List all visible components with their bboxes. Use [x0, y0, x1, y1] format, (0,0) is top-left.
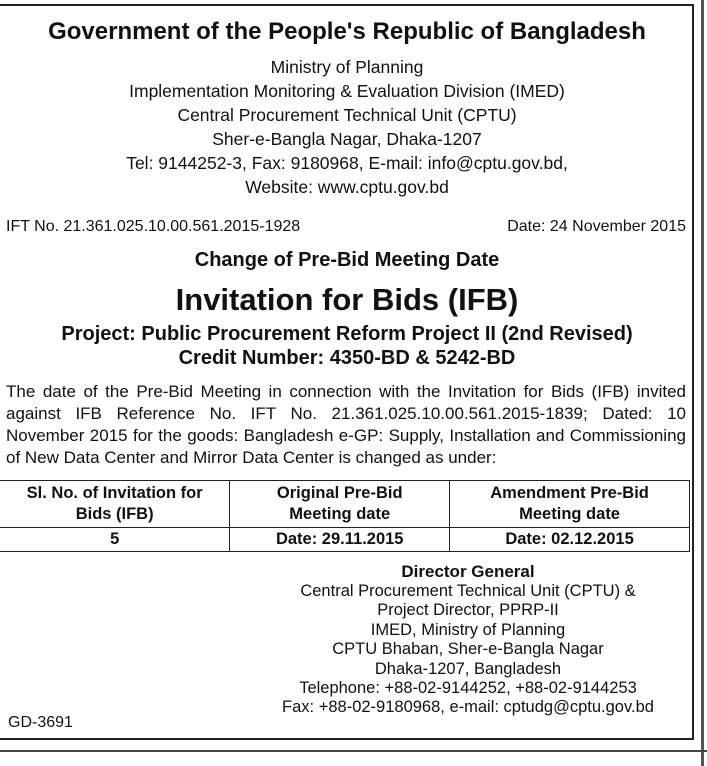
table-cell-sl-no: 5 — [0, 528, 230, 552]
signature-line: Telephone: +88-02-9144252, +88-02-9144253 — [299, 679, 637, 698]
table-header-row — [0, 481, 690, 528]
credit-number: Credit Number: 4350-BD & 5242-BD — [178, 347, 516, 369]
signature-line: Dhaka-1207, Bangladesh — [374, 659, 562, 678]
signature-line: IMED, Ministry of Planning — [370, 620, 566, 639]
signature-line: Fax: +88-02-9180968, e-mail: cptudg@cptu.gov.bd — [282, 698, 654, 717]
ifb-title: Invitation for Bids (IFB) — [175, 282, 519, 317]
division-name: Implementation Monitoring & Evaluation Division (IMED) — [129, 81, 565, 101]
government-title: Government of the People's Republic of Bangladesh — [48, 18, 646, 45]
contact-info: Tel: 9144252-3, Fax: 9180968, E-mail: info@cptu.gov.bd, — [126, 153, 568, 173]
header-line: Amendment Pre-Bid — [490, 484, 649, 502]
page-edge-right — [701, 0, 704, 766]
table-cell-amendment-date: Date: 02.12.2015 — [450, 528, 690, 552]
unit-name: Central Procurement Technical Unit (CPTU) — [177, 105, 517, 125]
notice-date: Date: 24 November 2015 — [507, 218, 686, 235]
signature-block — [268, 562, 668, 718]
signature-line: Project Director, PPRP-II — [377, 601, 559, 620]
project-name: Project: Public Procurement Reform Project II (2nd Revised) — [61, 323, 633, 345]
meeting-date-table — [0, 480, 690, 552]
notice-body: The date of the Pre-Bid Meeting in connection with the Invitation for Bids (IFB) invited against IFB Reference No. IFT No. 21.361.025.10.00.561.2015-1839; Dated: 10 November 2015 for the goods: Bangladesh e-GP: Supply, Installation and Commissioning of New Data Center and Mirror Data Center is changed as under: — [6, 382, 686, 467]
header-line: Meeting date — [519, 505, 620, 523]
page-edge-bottom — [0, 750, 707, 752]
header-line: Original Pre-Bid — [276, 484, 403, 502]
gd-code: GD-3691 — [8, 714, 73, 731]
column-header-sl-no — [0, 481, 230, 528]
table-row — [0, 528, 690, 552]
header-line: Sl. No. of Invitation for — [26, 484, 203, 502]
ift-number: IFT No. 21.361.025.10.00.561.2015-1928 — [6, 218, 301, 235]
column-header-original-date — [230, 481, 450, 528]
change-title: Change of Pre-Bid Meeting Date — [194, 249, 500, 271]
ministry-name: Ministry of Planning — [270, 57, 424, 77]
header-address-block — [0, 55, 694, 199]
table-cell-original-date: Date: 29.11.2015 — [230, 528, 450, 552]
header-line: Bids (IFB) — [75, 505, 154, 523]
signature-line: Central Procurement Technical Unit (CPTU) & — [300, 582, 636, 600]
column-header-amendment-date — [450, 481, 690, 528]
project-block — [0, 322, 694, 370]
header-line: Meeting date — [289, 505, 391, 523]
signatory-title: Director General — [401, 562, 535, 581]
office-address: Sher-e-Bangla Nagar, Dhaka-1207 — [212, 129, 482, 149]
website: Website: www.cptu.gov.bd — [245, 177, 449, 197]
signature-line: CPTU Bhaban, Sher-e-Bangla Nagar — [332, 640, 604, 659]
